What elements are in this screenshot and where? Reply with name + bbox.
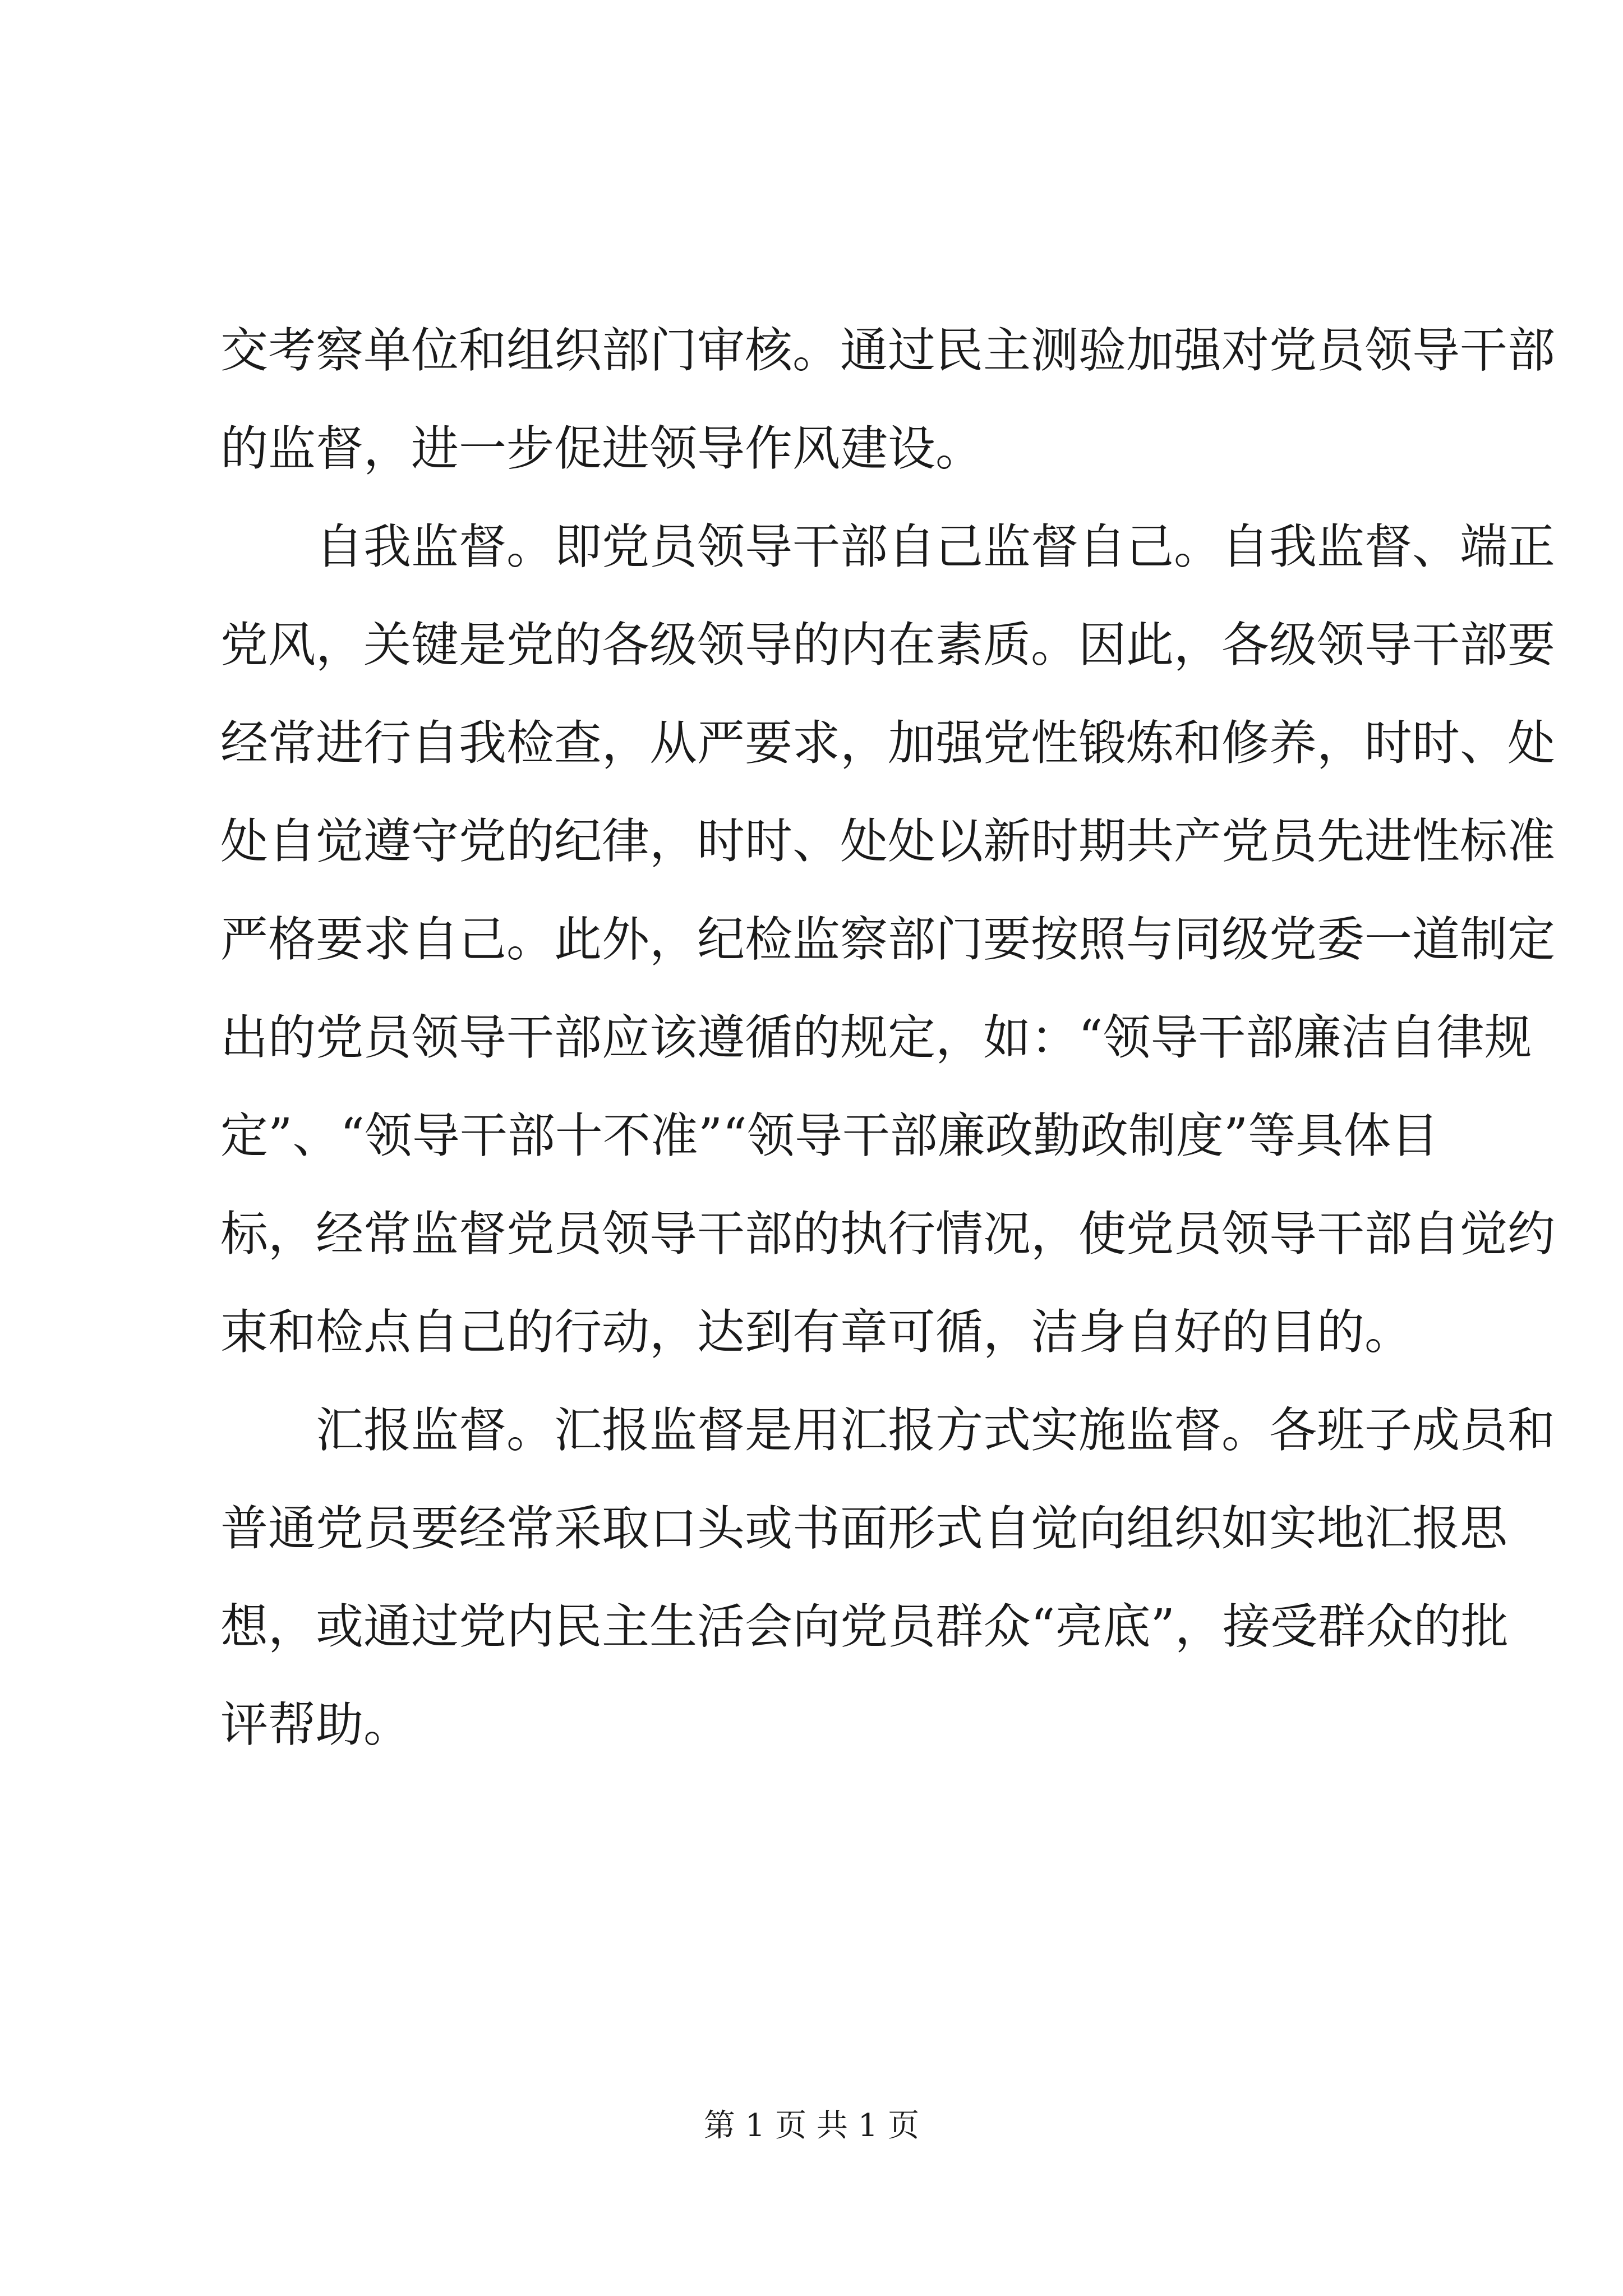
text-line: 想，或通过党内民主生活会向党员群众“亮底”，接受群众的批 [220,1599,1509,1655]
text-line: 汇报监督。汇报监督是用汇报方式实施监督。各班子成员和 [316,1403,1556,1458]
text-line: 的监督，进一步促进领导作风建设。 [220,421,984,477]
text-line: 出的党员领导干部应该遵循的规定，如：“领导干部廉洁自律规 [220,1010,1532,1066]
text-line: 经常进行自我检查，从严要求，加强党性锻炼和修养，时时、处 [220,716,1556,771]
text-line: 交考察单位和组织部门审核。通过民主测验加强对党员领导干部 [220,323,1556,379]
text-line: 普通党员要经常采取口头或书面形式自觉向组织如实地汇报思 [220,1501,1508,1557]
text-line: 束和检点自己的行动，达到有章可循，洁身自好的目的。 [220,1305,1413,1360]
page-footer: 第 1 页 共 1 页 [703,2108,920,2144]
text-line: 严格要求自己。此外，纪检监察部门要按照与同级党委一道制定 [220,912,1556,968]
text-line: 处自觉遵守党的纪律，时时、处处以新时期共产党员先进性标准 [220,814,1556,869]
text-line: 自我监督。即党员领导干部自己监督自己。自我监督、端正 [316,519,1556,575]
text-line: 定”、“领导干部十不准”“领导干部廉政勤政制度”等具体目 [220,1108,1439,1164]
body-text [220,302,1556,1774]
text-line: 评帮助。 [220,1697,412,1753]
text-line: 标，经常监督党员领导干部的执行情况，使党员领导干部自觉约 [220,1207,1556,1262]
text-line: 党风，关键是党的各级领导的内在素质。因此，各级领导干部要 [220,618,1556,673]
